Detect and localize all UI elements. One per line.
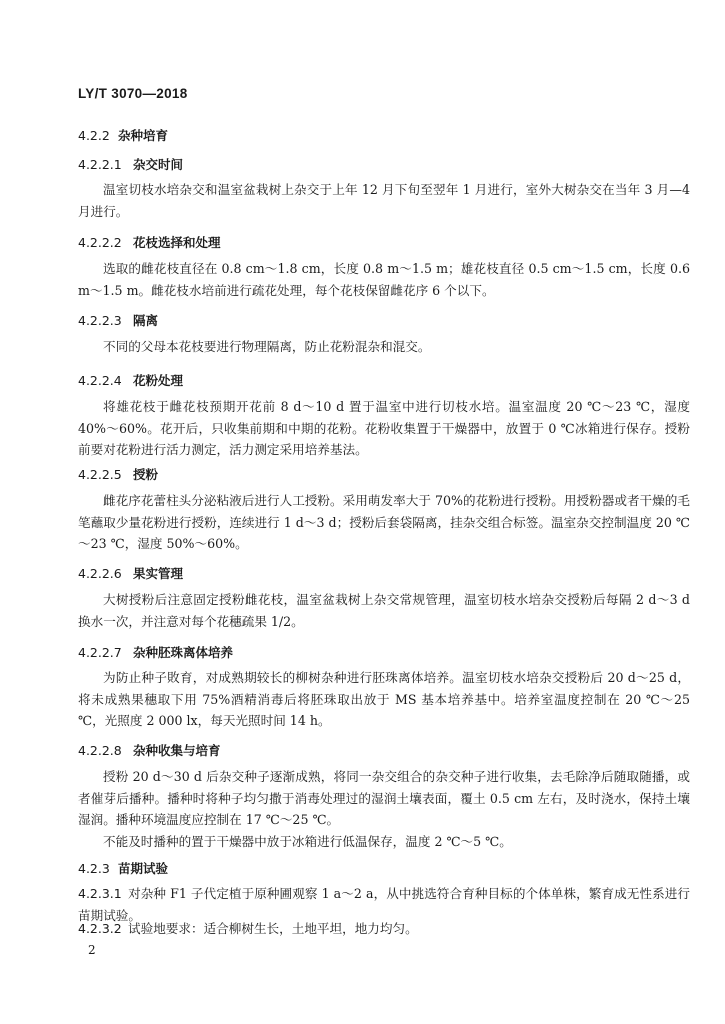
paragraph: 授粉 20 d～30 d 后杂交种子逐渐成熟，将同一杂交组合的杂交种子进行收集，去毛除净后随取随播，或者催芽后播种。播种时将种子均匀撒于消毒处理过的湿润土壤表面，覆土 0.5 cm 左右，及时浇水，保持土壤湿润。播种环境温度应控制在 17 ℃～25 ℃。 xyxy=(78,769,690,827)
section-title: 花粉处理 xyxy=(133,373,184,388)
section-heading xyxy=(78,743,221,759)
section-heading xyxy=(78,313,158,329)
numbered-item xyxy=(78,918,690,940)
section-heading xyxy=(78,861,168,877)
paragraph: 雌花序花蕾柱头分泌粘液后进行人工授粉。采用萌发率大于 70%的花粉进行授粉。用授粉器或者干燥的毛笔蘸取少量花粉进行授粉，连续进行 1 d～3 d；授粉后套袋隔离，挂杂交组合标签。温室杂交控制温度 20 ℃～23 ℃，湿度 50%～60%。 xyxy=(78,493,690,551)
section-title: 隔离 xyxy=(133,313,159,328)
paragraph: 温室切枝水培杂交和温室盆栽树上杂交于上年 12 月下旬至翌年 1 月进行，室外大树杂交在当年 3 月—4 月进行。 xyxy=(78,182,690,219)
section-number: 4.2.2.2 xyxy=(78,235,122,250)
section-title: 花枝选择和处理 xyxy=(133,235,221,250)
standard-number: LY/T 3070—2018 xyxy=(78,86,188,101)
section-number: 4.2.2.6 xyxy=(78,566,122,581)
section-number: 4.2.2.3 xyxy=(78,313,122,328)
item-text: 试验地要求：适合柳树生长，土地平坦，地力均匀。 xyxy=(128,921,418,936)
section-heading xyxy=(78,566,183,582)
section-heading xyxy=(78,373,183,389)
section-title: 授粉 xyxy=(133,467,159,482)
section-title: 苗期试验 xyxy=(118,861,169,876)
paragraph: 大树授粉后注意固定授粉雌花枝，温室盆栽树上杂交常规管理，温室切枝水培杂交授粉后每隔 2 d～3 d 换水一次，并注意对每个花穗疏果 1/2。 xyxy=(78,592,690,629)
section-title: 杂种胚珠离体培养 xyxy=(133,645,234,660)
paragraph: 将雄花枝于雌花枝预期开花前 8 d～10 d 置于温室中进行切枝水培。温室温度 20 ℃～23 ℃，湿度 40%～60%。花开后，只收集前期和中期的花粉。花粉收集置于干燥器中，放置于 0 ℃冰箱进行保存。授粉前要对花粉进行活力测定，活力测定采用培养基法。 xyxy=(78,399,690,457)
section-title: 杂交时间 xyxy=(133,157,184,172)
paragraph: 不能及时播种的置于干燥器中放于冰箱进行低温保存，温度 2 ℃～5 ℃。 xyxy=(103,834,512,849)
section-number: 4.2.2.5 xyxy=(78,467,122,482)
section-heading xyxy=(78,157,183,173)
section-heading xyxy=(78,235,221,251)
section-heading xyxy=(78,645,233,661)
section-title: 果实管理 xyxy=(133,566,184,581)
section-number: 4.2.3 xyxy=(78,861,110,876)
section-number: 4.2.2.7 xyxy=(78,645,122,660)
page-number: 2 xyxy=(88,943,96,957)
section-number: 4.2.2.4 xyxy=(78,373,122,388)
paragraph: 不同的父母本花枝要进行物理隔离，防止花粉混杂和混交。 xyxy=(103,339,431,354)
item-text: 对杂种 F1 子代定植于原种圃观察 1 a～2 a，从中挑选符合育种目标的个体单株，繁育成无性系进行苗期试验。 xyxy=(78,886,690,923)
section-heading xyxy=(78,467,158,483)
paragraph: 为防止种子敗育，对成熟期较长的柳树杂种进行胚珠离体培养。温室切枝水培杂交授粉后 20 d～25 d，将未成熟果穗取下用 75%酒精消毒后将胚珠取出放于 MS 基本培养基中。培养室温度控制在 20 ℃～25 ℃，光照度 2 000 lx，每天光照时间 14 h。 xyxy=(78,670,690,728)
item-number: 4.2.3.2 xyxy=(78,921,122,936)
item-number: 4.2.3.1 xyxy=(78,886,122,901)
section-number: 4.2.2.8 xyxy=(78,743,122,758)
section-title: 杂种收集与培育 xyxy=(133,743,221,758)
paragraph: 选取的雌花枝直径在 0.8 cm～1.8 cm，长度 0.8 m～1.5 m；雄花枝直径 0.5 cm～1.5 cm，长度 0.6 m～1.5 m。雌花枝水培前进行疏花处理，每个花枝保留雌花序 6 个以下。 xyxy=(78,261,690,298)
section-number: 4.2.2.1 xyxy=(78,157,122,172)
section-title: 杂种培育 xyxy=(118,128,169,143)
section-heading xyxy=(78,128,168,144)
section-number: 4.2.2 xyxy=(78,128,110,143)
